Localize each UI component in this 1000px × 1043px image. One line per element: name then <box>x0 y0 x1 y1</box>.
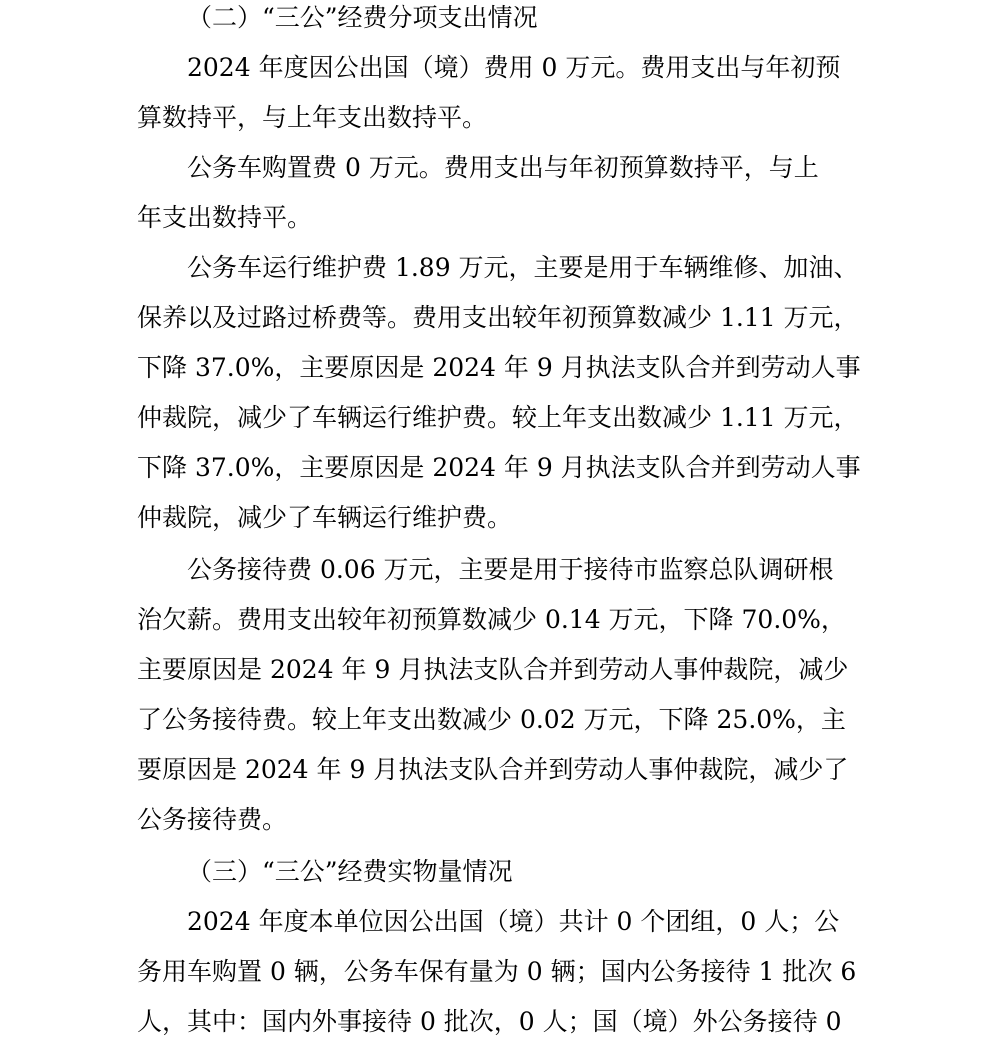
paragraph-line: 仲裁院，减少了车辆运行维护费。较上年支出数减少 1.11 万元， <box>137 403 859 432</box>
paragraph-line: 主要原因是 2024 年 9 月执法支队合并到劳动人事仲裁院，减少 <box>137 655 849 684</box>
paragraph-line: 保养以及过路过桥费等。费用支出较年初预算数减少 1.11 万元， <box>137 303 859 332</box>
paragraph-line: 要原因是 2024 年 9 月执法支队合并到劳动人事仲裁院，减少了 <box>137 755 849 784</box>
paragraph-line: 算数持平，与上年支出数持平。 <box>137 103 488 132</box>
paragraph-line: 公务车运行维护费 1.89 万元，主要是用于车辆维修、加油、 <box>187 253 859 282</box>
paragraph-line: 2024 年度因公出国（境）费用 0 万元。费用支出与年初预 <box>187 53 841 82</box>
paragraph-line: 下降 37.0%，主要原因是 2024 年 9 月执法支队合并到劳动人事 <box>137 353 861 382</box>
paragraph-line: 2024 年度本单位因公出国（境）共计 0 个团组，0 人；公 <box>187 907 840 936</box>
paragraph-line: 务用车购置 0 辆，公务车保有量为 0 辆；国内公务接待 1 批次 6 <box>137 957 857 986</box>
paragraph-line: 公务车购置费 0 万元。费用支出与年初预算数持平，与上 <box>187 153 819 182</box>
paragraph-line: 公务接待费 0.06 万元，主要是用于接待市监察总队调研根 <box>187 555 834 584</box>
paragraph-line: 年支出数持平。 <box>137 203 313 232</box>
paragraph-line: 公务接待费。 <box>137 805 288 834</box>
paragraph-line: 人，其中：国内外事接待 0 批次，0 人；国（境）外公务接待 0 <box>137 1007 842 1036</box>
section-heading: （三）“三公”经费实物量情况 <box>187 857 513 886</box>
paragraph-line: 了公务接待费。较上年支出数减少 0.02 万元，下降 25.0%，主 <box>137 705 846 734</box>
paragraph-line: 仲裁院，减少了车辆运行维护费。 <box>137 503 513 532</box>
paragraph-line: 治欠薪。费用支出较年初预算数减少 0.14 万元，下降 70.0%， <box>137 605 846 634</box>
section-heading: （二）“三公”经费分项支出情况 <box>187 3 538 32</box>
paragraph-line: 下降 37.0%，主要原因是 2024 年 9 月执法支队合并到劳动人事 <box>137 453 861 482</box>
